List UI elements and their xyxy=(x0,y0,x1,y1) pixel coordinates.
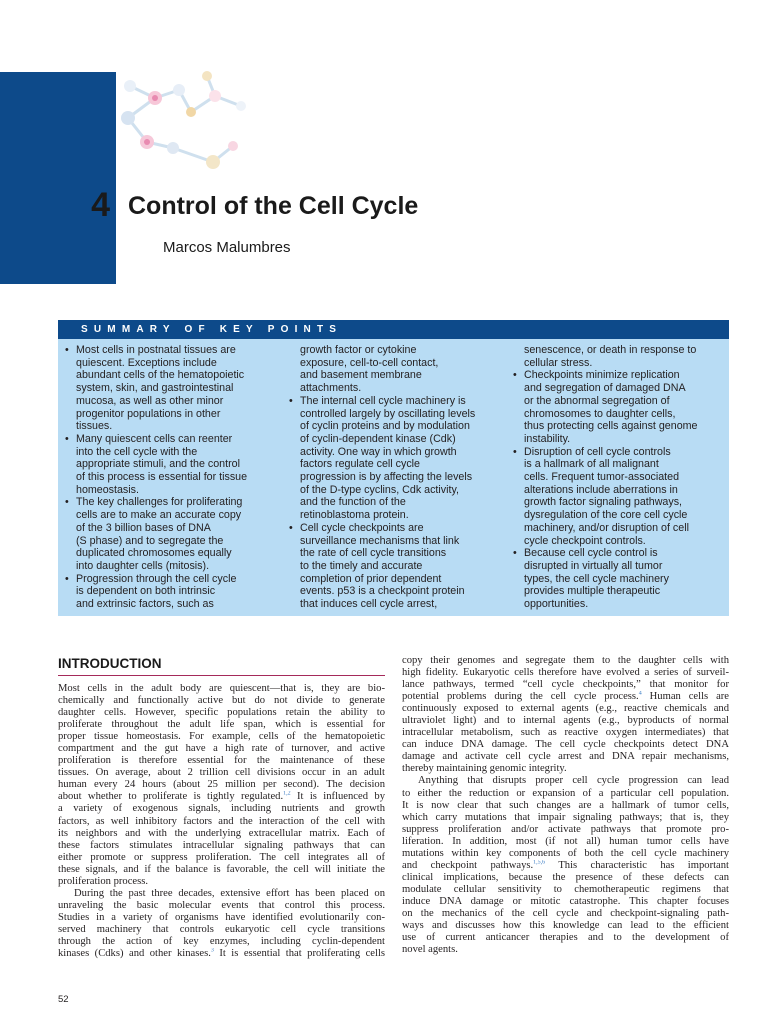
summary-point: • Because cell cycle control is disrupted in virtually all tumor types, the cell cycle machinery provides multiple therapeutic opportunities. xyxy=(513,547,718,611)
section-heading-introduction: INTRODUCTION xyxy=(58,655,385,676)
summary-point: • Many quiescent cells can reenter into the cell cycle with the appropriate stimuli, and the control of this process is essential for tissue homeostasis. xyxy=(65,433,270,497)
summary-point: growth factor or cytokine exposure, cell-to-cell contact, and basement membrane attachments. xyxy=(300,344,439,395)
citation-superscript: 1,2 xyxy=(283,791,291,797)
summary-point: • Most cells in postnatal tissues are quiescent. Exceptions include abundant cells of the hematopoietic system, skin, and gastrointestinal mucosa, as well as other minor progenitor populations in other tissues. xyxy=(65,344,270,433)
summary-point: • The internal cell cycle machinery is controlled largely by oscillating levels of cyclin proteins and by modulation of cyclin-dependent kinase (Cdk) activity. One way in which growth factors regulate cell cycle progression is by affecting the levels of the D-type cyclins, Cdk activity, and the function of the retinoblastoma protein. xyxy=(289,395,494,522)
citation-superscript: 4 xyxy=(638,691,642,697)
summary-heading: SUMMARY OF KEY POINTS xyxy=(58,320,729,339)
summary-point: • The key challenges for proliferating cells are to make an accurate copy of the 3 billion bases of DNA (S phase) and to segregate the duplicated chromosomes equally into daughter cells (mitosis). xyxy=(65,496,270,572)
introduction-text-left: Most cells in the adult body are quiescent—that is, they are bio- chemically and functionally active but do not divide to generate daughter cells. However, specific populations retain the ability to proliferate throughout the adult life span, which is essential for proper tissue homeostasis. For example, cells of the hematopoietic compartment and the gut have a high rate of turnover, and active proliferation is therefore essential for the maintenance of these tissues. On average, about 2 trillion cell divisions occur in an adult human every 24 hours (about 25 million per second). The decision about whether to proliferate is tightly regulated.$^{1,2}$ It is influenced by a variety of exogenous signals, including nutrients and growth factors, as well inhibitory factors and the interaction of the cell with its neighbors and with the underlying extracellular matrix. Each of these factors stimulates intracellular signaling pathways that can either promote or suppress proliferation. The cell integrates all of these signals, and if the balance is favorable, the cell will initiate the proliferation process. During the past three decades, extensive effort has been placed on unraveling the basic molecular events that control this process. Studies in a variety of organisms have identified evolutionarily con- served machinery that controls eukaryotic cell cycle transitions through the action of key enzymes, including cyclin-dependent kinases (Cdks) and other kinases.$^3$ It is essential that proliferating cells xyxy=(58,683,385,960)
chapter-author: Marcos Malumbres xyxy=(163,239,291,256)
chapter-number: 4 xyxy=(91,186,110,224)
summary-column-3 xyxy=(513,344,718,611)
summary-point: • Cell cycle checkpoints are surveillance mechanisms that link the rate of cell cycle transitions to the timely and accurate completion of prior dependent events. p53 is a checkpoint protein that induces cell cycle arrest, xyxy=(289,522,494,611)
citation-superscript: 3 xyxy=(210,948,214,954)
chapter-title: Control of the Cell Cycle xyxy=(128,192,419,220)
summary-column-2 xyxy=(289,344,494,611)
body-column-right xyxy=(402,655,729,956)
summary-box xyxy=(58,339,729,616)
summary-point: senescence, or death in response to cellular stress. xyxy=(524,344,697,369)
page-number: 52 xyxy=(58,994,69,1005)
summary-column-1 xyxy=(65,344,270,611)
molecule-decoration-icon xyxy=(95,66,315,196)
introduction-text-right: copy their genomes and segregate them to the daughter cells with high fidelity. Eukaryotic cells therefore have evolved a series of surveil- lance pathways, termed “cell cycle checkpoints,” that monitor for potential problems during the cell cycle process.$^4$ Human cells are continuously exposed to external agents (e.g., reactive chemicals and ultraviolet light) and to internal agents (e.g., byproducts of normal intracellular metabolism, such as reactive oxygen intermediates) that can induce DNA damage. The cell cycle checkpoints detect DNA damage and activate cell cycle arrest and DNA repair mechanisms, thereby maintaining genomic integrity. Anything that disrupts proper cell cycle progression can lead to either the reduction or expansion of a particular cell population. It is now clear that such changes are a hallmark of tumor cells, which carry mutations that impair signaling pathways; that is, they suppress proliferation and/or activate pathways that promote pro- liferation. In addition, most (if not all) human tumor cells have mutations within key components of both the cell cycle machinery and checkpoint pathways.$^{1,5,6}$ This characteristic has important clinical implications, because the presence of these defects can modulate cellular sensitivity to chemotherapeutic regimens that induce DNA damage or mitotic catastrophe. This chapter focuses on the mechanics of the cell cycle and checkpoint-signaling path- ways and discusses how this knowledge can lead to the efficient use of current anticancer therapies and to the development of novel agents. xyxy=(402,655,729,956)
summary-point: • Progression through the cell cycle is dependent on both intrinsic and extrinsic factors, such as xyxy=(65,573,270,611)
body-column-left xyxy=(58,655,385,960)
citation-superscript: 1,5,6 xyxy=(533,859,546,866)
summary-point: • Disruption of cell cycle controls is a hallmark of all malignant cells. Frequent tumor-associated alterations include aberrations in growth factor signaling pathways, dysregulation of the core cell cycle machinery, and/or disruption of cell cycle checkpoint controls. xyxy=(513,446,718,548)
summary-point: • Checkpoints minimize replication and segregation of damaged DNA or the abnormal segregation of chromosomes to daughter cells, thus protecting cells against genome instability. xyxy=(513,369,718,445)
